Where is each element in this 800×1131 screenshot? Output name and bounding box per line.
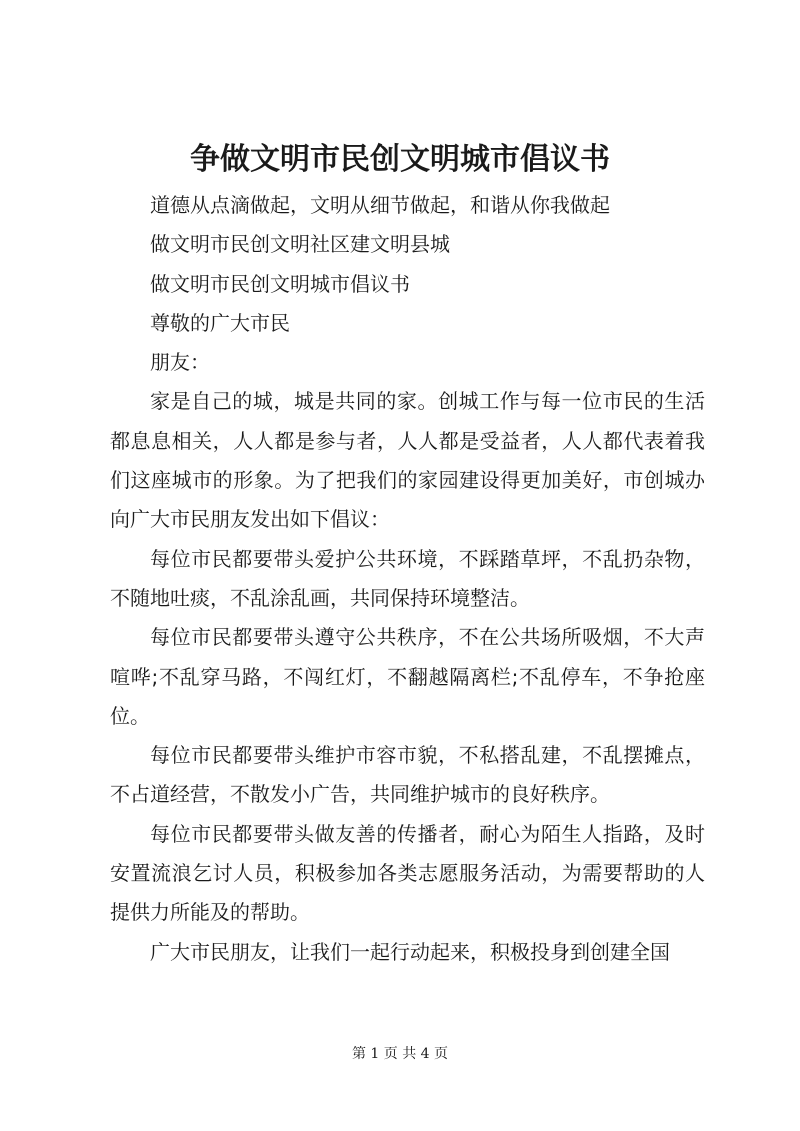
paragraph: 家是自己的城，城是共同的家。创城工作与每一位市民的生活都息息相关，人人都是参与者，人人都是受益者，人人都代表着我们这座城市的形象。为了把我们的家园建设得更加美好，市创城办向广大市民朋友发出如下倡议： xyxy=(110,389,705,532)
paragraph: 每位市民都要带头做友善的传播者，耐心为陌生人指路，及时安置流浪乞讨人员，积极参加各类志愿服务活动，为需要帮助的人提供力所能及的帮助。 xyxy=(110,821,705,925)
page-footer: 第 1 页 共 4 页 xyxy=(351,1046,449,1062)
paragraph: 每位市民都要带头遵守公共秩序，不在公共场所吸烟，不大声喧哗;不乱穿马路，不闯红灯，不翻越隔离栏;不乱停车，不争抢座位。 xyxy=(110,625,705,728)
document-title: 争做文明市民创文明城市倡议书 xyxy=(190,142,610,177)
salutation-line: 朋友： xyxy=(150,350,210,375)
paragraph: 广大市民朋友，让我们一起行动起来，积极投身到创建全国 xyxy=(150,939,670,964)
paragraph: 每位市民都要带头维护市容市貌，不私搭乱建，不乱摆摊点，不占道经营，不散发小广告，共同维护城市的良好秩序。 xyxy=(110,743,705,807)
salutation-line: 尊敬的广大市民 xyxy=(150,310,290,335)
slogan-line: 做文明市民创文明社区建文明县城 xyxy=(150,232,450,257)
paragraph: 每位市民都要带头爱护公共环境，不踩踏草坪，不乱扔杂物，不随地吐痰，不乱涂乱画，共同保持环境整洁。 xyxy=(110,546,705,610)
slogan-line: 道德从点滴做起，文明从细节做起，和谐从你我做起 xyxy=(150,193,610,217)
document-body xyxy=(110,186,705,972)
subtitle-line: 做文明市民创文明城市倡议书 xyxy=(150,271,410,296)
